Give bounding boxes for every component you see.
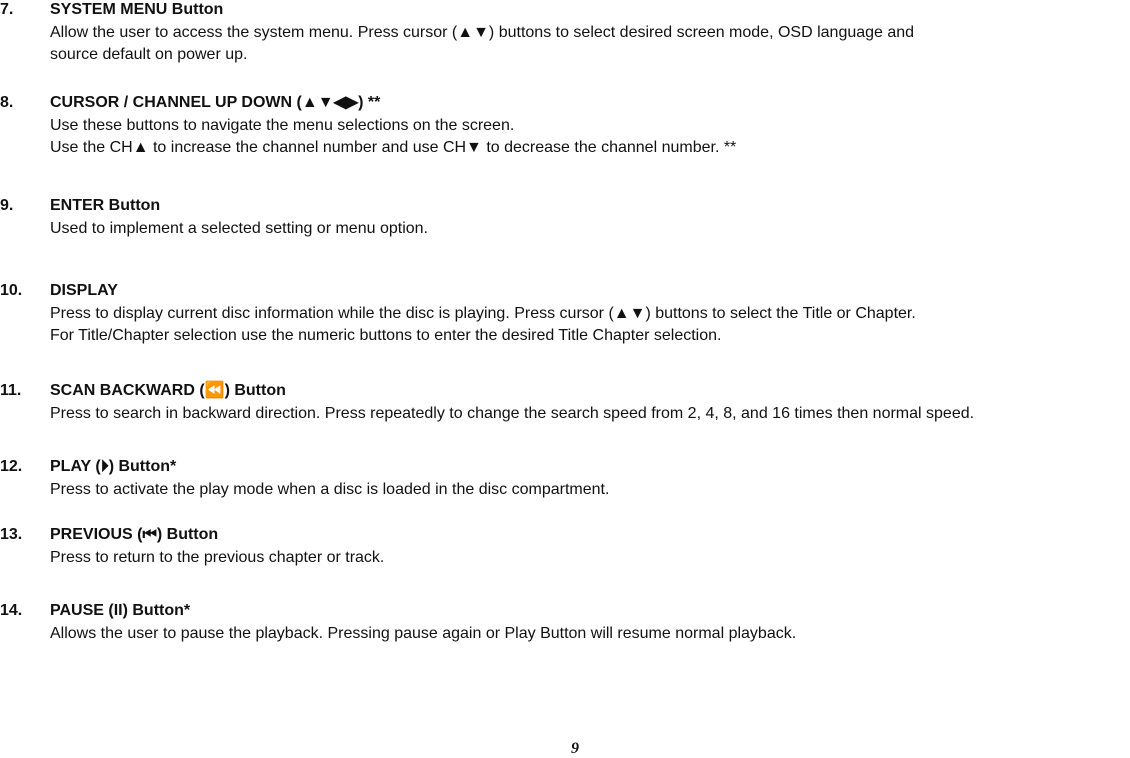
- section-description: [50, 115, 736, 159]
- section-description: [50, 623, 796, 645]
- description-line: Use these buttons to navigate the menu selections on the screen.: [50, 117, 515, 134]
- section-number: 11.: [0, 382, 22, 399]
- description-line: Press to return to the previous chapter or track.: [50, 549, 385, 566]
- description-line: Press to search in backward direction. Press repeatedly to change the search speed from 2, 4, 8, and 16 times then normal speed.: [50, 405, 975, 422]
- section-title: SYSTEM MENU Button: [50, 1, 224, 18]
- section-description: [50, 218, 428, 240]
- page-number: 9: [571, 740, 579, 757]
- section-description: [50, 22, 914, 66]
- description-line: Allow the user to access the system menu. Press cursor (▲▼) buttons to select desired screen mode, OSD language and: [50, 24, 915, 41]
- section-title: ENTER Button: [50, 197, 161, 214]
- section-number: 7.: [0, 1, 14, 18]
- description-line: Use the CH▲ to increase the channel number and use CH▼ to decrease the channel number. **: [50, 139, 737, 156]
- section-number: 12.: [0, 458, 23, 475]
- section-title: SCAN BACKWARD (⏪) Button: [50, 382, 286, 399]
- section-number: 10.: [0, 282, 23, 299]
- description-line: Used to implement a selected setting or menu option.: [50, 220, 428, 237]
- description-line: For Title/Chapter selection use the numeric buttons to enter the desired Title Chapter selection.: [50, 327, 722, 344]
- section-title: DISPLAY: [50, 282, 118, 299]
- section-description: [50, 403, 974, 425]
- section-description: [50, 303, 916, 347]
- section-title: PAUSE (II) Button*: [50, 602, 191, 619]
- section-title: PREVIOUS (⏮) Button: [50, 526, 219, 543]
- section-number: 13.: [0, 526, 23, 543]
- description-line: source default on power up.: [50, 46, 248, 63]
- section-number: 14.: [0, 602, 23, 619]
- section-title: PLAY (⏵) Button*: [50, 458, 177, 475]
- section-number: 9.: [0, 197, 14, 214]
- section-description: [50, 479, 609, 501]
- description-line: Press to activate the play mode when a disc is loaded in the disc compartment.: [50, 481, 610, 498]
- section-number: 8.: [0, 94, 14, 111]
- section-description: [50, 547, 384, 569]
- description-line: Allows the user to pause the playback. Pressing pause again or Play Button will resume normal playback.: [50, 625, 797, 642]
- section-title: CURSOR / CHANNEL UP DOWN (▲▼◀▶) **: [50, 94, 381, 111]
- description-line: Press to display current disc information while the disc is playing. Press cursor (▲▼) buttons to select the Title or Chapter.: [50, 305, 916, 322]
